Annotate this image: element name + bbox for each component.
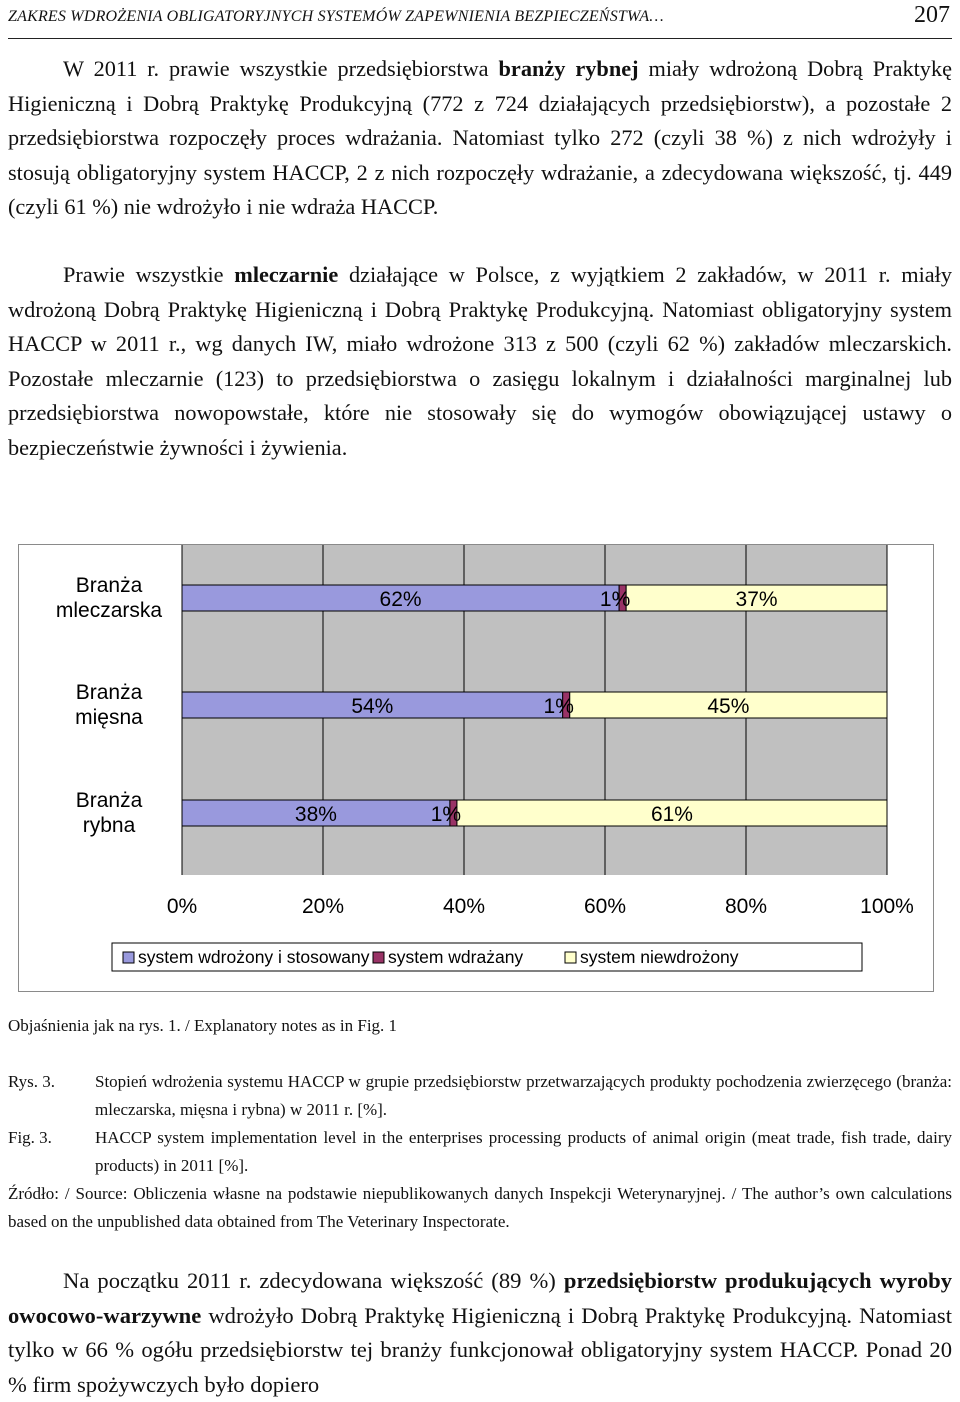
- paragraph-text: W 2011 r. prawie wszystkie przedsiębiorstwa: [63, 56, 499, 81]
- legend-swatch: [565, 952, 576, 963]
- data-label: 45%: [707, 695, 750, 718]
- data-label: 61%: [650, 803, 693, 826]
- data-label: 37%: [735, 588, 778, 611]
- legend-swatch: [123, 952, 134, 963]
- legend-label: system niewdrożony: [580, 947, 739, 967]
- figure-caption-text: Stopień wdrożenia systemu HACCP w grupie przedsiębiorstw przetwarzających produkty pochodzenia zwierzęcego (branża: mleczarska, mięsna i rybna) w 2011 r. [%].: [95, 1072, 952, 1119]
- category-label: Branża: [75, 574, 143, 597]
- running-header-title: ZAKRES WDROŻENIA OBLIGATORYJNYCH SYSTEMÓW ZAPEWNIENIA BEZPIECZEŃSTWA…: [8, 8, 664, 25]
- paragraph-bold-term: przedsiębiorstw produkujących wyroby owocowo-warzywne: [8, 1268, 952, 1328]
- figure-caption-label: Rys. 3.: [8, 1072, 56, 1091]
- figure-caption-label: Fig. 3.: [8, 1128, 52, 1147]
- page-number: 207: [914, 2, 950, 28]
- category-label: mięsna: [75, 706, 143, 729]
- paragraph-bold-term: mleczarnie: [234, 262, 339, 287]
- paragraph-text: miały wdrożoną Dobrą Praktykę Higieniczną i Dobrą Praktykę Produkcyjną (772 z 724 działających przedsiębiorstw), a pozostałe 2 przedsiębiorstwa rozpoczęły proces wdrażania. Natomiast tylko 272 (czyli 38 %) z nich wdrożyły i stosują obligatoryjny system HACCP, 2 z nich rozpoczęły wdrażanie, a zdecydowana większość, tj. 449 (czyli 61 %) nie wdrożyło i nie wdraża HACCP.: [8, 56, 953, 220]
- paragraph-text: Na początku 2011 r. zdecydowana większość (89 %): [63, 1268, 564, 1293]
- haccp-chart: [18, 544, 934, 992]
- legend-label: system wdrożony i stosowany: [138, 947, 370, 967]
- x-tick-label: 80%: [724, 895, 768, 918]
- paragraph-dairy-industry: [8, 258, 952, 466]
- running-header: [8, 0, 952, 39]
- legend-label: system wdrażany: [388, 947, 524, 967]
- paragraph-text: Prawie wszystkie: [63, 262, 235, 287]
- x-tick-label: 20%: [301, 895, 345, 918]
- data-label: 1%: [543, 695, 574, 718]
- x-tick-label: 100%: [860, 895, 914, 918]
- x-tick-label: 0%: [166, 895, 198, 918]
- paragraph-fruit-vegetable-industry: [8, 1264, 952, 1402]
- data-label: 54%: [351, 695, 394, 718]
- paragraph-text: wdrożyło Dobrą Praktykę Higieniczną i Dobrą Praktykę Produkcyjną. Natomiast tylko w 66 % ogółu przedsiębiorstw tej branży funkcjonował obligatoryjny system HACCP. Ponad 20 % firm spożywczych było dopiero: [8, 1302, 952, 1397]
- figure-source: Źródło: / Source: Obliczenia własne na podstawie niepublikowanych danych Inspekcji Weterynaryjnej. / The author’s own calculations based on the unpublished data obtained from The Veterinary Inspectorate.: [8, 1184, 952, 1231]
- category-label: Branża: [75, 681, 143, 704]
- data-label: 1%: [430, 803, 462, 826]
- category-label: Branża: [75, 789, 143, 812]
- legend-swatch: [373, 952, 384, 963]
- paragraph-text: działające w Polsce, z wyjątkiem 2 zakładów, w 2011 r. miały wdrożoną Dobrą Praktykę Higieniczną i Dobrą Praktykę Produkcyjną. Natomiast obligatoryjny system HACCP w 2011 r., wg danych IW, miało wdrożone 313 z 500 (czyli 62 %) zakładów mleczarskich. Pozostałe mleczarnie (123) to przedsiębiorstwa o zasięgu lokalnym i działalności marginalnej lub przedsiębiorstwa nowopowstałe, które nie stosowały się do wymogów obowiązującej ustawy o bezpieczeństwie żywności i żywienia.: [8, 262, 952, 460]
- paragraph-fish-industry: [8, 52, 952, 225]
- paragraph-bold-term: branży rybnej: [498, 56, 639, 81]
- figure-caption-text: HACCP system implementation level in the enterprises processing products of animal origin (meat trade, fish trade, dairy products) in 2011 [%].: [95, 1128, 952, 1175]
- data-label: 62%: [379, 588, 422, 611]
- category-label: rybna: [82, 814, 136, 837]
- x-tick-label: 40%: [442, 895, 486, 918]
- haccp-chart-svg: [19, 545, 933, 991]
- data-label: 1%: [599, 588, 631, 611]
- category-label: mleczarska: [55, 599, 163, 622]
- data-label: 38%: [294, 803, 337, 826]
- x-tick-label: 60%: [583, 895, 627, 918]
- explanatory-note: Objaśnienia jak na rys. 1. / Explanatory notes as in Fig. 1: [8, 1016, 398, 1035]
